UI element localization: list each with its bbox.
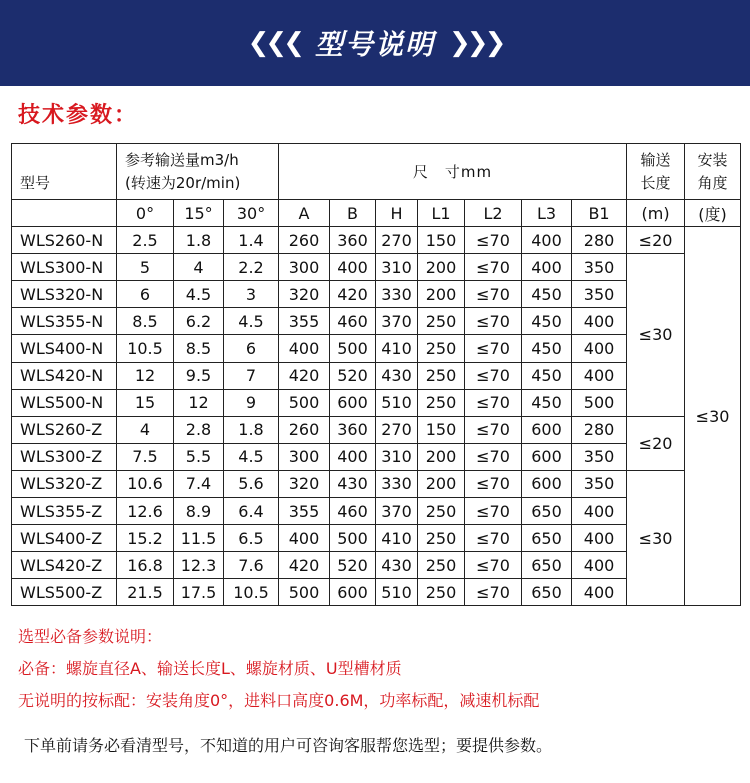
cell-B: 420: [330, 281, 376, 308]
cell-A: 260: [279, 227, 330, 254]
cell-f0: 21.5: [117, 579, 174, 606]
notes-title: 选型必备参数说明：: [18, 627, 163, 646]
cell-L3: 450: [522, 362, 572, 389]
header-length-line2: 长度: [640, 173, 671, 192]
cell-f0: 10.5: [117, 335, 174, 362]
cell-L1: 200: [418, 254, 465, 281]
notes-required: 必备：螺旋直径A、输送长度L、螺旋材质、U型槽材质: [18, 659, 402, 678]
subheader-H: H: [376, 200, 418, 227]
subheader-angle-0: 0°: [117, 200, 174, 227]
cell-f15: 8.5: [174, 335, 224, 362]
cell-model: WLS300-Z: [12, 443, 117, 470]
cell-f0: 12: [117, 362, 174, 389]
cell-f30: 7: [224, 362, 279, 389]
subheader-A: A: [279, 200, 330, 227]
table-row: [12, 227, 741, 254]
cell-L2: ≤70: [465, 389, 522, 416]
cell-f15: 12: [174, 389, 224, 416]
cell-B: 520: [330, 362, 376, 389]
cell-L3: 650: [522, 525, 572, 552]
cell-f0: 15: [117, 389, 174, 416]
header-dimensions: 尺 寸mm: [279, 144, 627, 200]
notes-default: 无说明的按标配：安装角度0°，进料口高度0.6M，功率标配，减速机标配: [18, 691, 540, 710]
cell-L1: 200: [418, 470, 465, 497]
cell-A: 420: [279, 362, 330, 389]
cell-L1: 250: [418, 389, 465, 416]
table-row: [12, 470, 741, 497]
cell-A: 320: [279, 470, 330, 497]
cell-f0: 10.6: [117, 470, 174, 497]
cell-L3: 450: [522, 389, 572, 416]
cell-L3: 400: [522, 254, 572, 281]
cell-model: WLS420-N: [12, 362, 117, 389]
cell-A: 400: [279, 335, 330, 362]
cell-H: 410: [376, 525, 418, 552]
cell-f15: 12.3: [174, 552, 224, 579]
header-model: 型号: [12, 144, 117, 200]
cell-B1: 400: [572, 525, 627, 552]
cell-B: 400: [330, 443, 376, 470]
cell-B: 600: [330, 579, 376, 606]
cell-H: 270: [376, 227, 418, 254]
cell-length-group: ≤20: [627, 416, 685, 470]
cell-B1: 400: [572, 362, 627, 389]
cell-L2: ≤70: [465, 416, 522, 443]
cell-L1: 250: [418, 579, 465, 606]
subheader-L3: L3: [522, 200, 572, 227]
cell-L3: 450: [522, 308, 572, 335]
cell-f15: 4.5: [174, 281, 224, 308]
cell-L2: ≤70: [465, 227, 522, 254]
subheader-model-blank: [12, 200, 117, 227]
subheader-B1: B1: [572, 200, 627, 227]
chevrons-left-icon: ❮❮❮: [247, 28, 301, 58]
cell-A: 500: [279, 389, 330, 416]
cell-L3: 600: [522, 470, 572, 497]
cell-B1: 350: [572, 254, 627, 281]
cell-f15: 4: [174, 254, 224, 281]
cell-A: 355: [279, 308, 330, 335]
cell-f15: 7.4: [174, 470, 224, 497]
cell-f0: 12.6: [117, 498, 174, 525]
cell-model: WLS320-Z: [12, 470, 117, 497]
cell-A: 300: [279, 443, 330, 470]
cell-B1: 400: [572, 552, 627, 579]
cell-A: 260: [279, 416, 330, 443]
table-header-row: [12, 144, 741, 200]
cell-f0: 7.5: [117, 443, 174, 470]
subheader-angle-unit: (度): [685, 200, 741, 227]
cell-model: WLS400-N: [12, 335, 117, 362]
cell-L2: ≤70: [465, 362, 522, 389]
cell-B: 360: [330, 227, 376, 254]
cell-model: WLS260-N: [12, 227, 117, 254]
cell-model: WLS500-Z: [12, 579, 117, 606]
cell-L2: ≤70: [465, 308, 522, 335]
footer-note: 下单前请务必看清型号，不知道的用户可咨询客服帮您选型；要提供参数。: [24, 736, 553, 755]
cell-f15: 11.5: [174, 525, 224, 552]
cell-H: 410: [376, 335, 418, 362]
cell-H: 270: [376, 416, 418, 443]
cell-length-group: ≤30: [627, 470, 685, 605]
cell-L1: 150: [418, 227, 465, 254]
cell-f0: 16.8: [117, 552, 174, 579]
cell-B1: 350: [572, 470, 627, 497]
cell-H: 430: [376, 362, 418, 389]
cell-f30: 1.8: [224, 416, 279, 443]
cell-A: 320: [279, 281, 330, 308]
cell-B1: 400: [572, 335, 627, 362]
cell-model: WLS320-N: [12, 281, 117, 308]
cell-angle: ≤30: [685, 227, 741, 606]
table-row: [12, 416, 741, 443]
cell-H: 510: [376, 389, 418, 416]
cell-B1: 350: [572, 443, 627, 470]
cell-B: 500: [330, 335, 376, 362]
cell-H: 330: [376, 470, 418, 497]
cell-H: 510: [376, 579, 418, 606]
cell-f30: 4.5: [224, 443, 279, 470]
cell-A: 420: [279, 552, 330, 579]
cell-f0: 2.5: [117, 227, 174, 254]
section-title: 技术参数：: [18, 103, 139, 128]
cell-L1: 200: [418, 443, 465, 470]
cell-L3: 600: [522, 443, 572, 470]
cell-f30: 6: [224, 335, 279, 362]
header-flow: [117, 144, 279, 200]
cell-H: 310: [376, 254, 418, 281]
subheader-L1: L1: [418, 200, 465, 227]
cell-f15: 9.5: [174, 362, 224, 389]
cell-B1: 350: [572, 281, 627, 308]
cell-B1: 400: [572, 579, 627, 606]
cell-B1: 400: [572, 498, 627, 525]
header-banner: [0, 0, 750, 86]
cell-f0: 4: [117, 416, 174, 443]
cell-length-group: ≤30: [627, 254, 685, 417]
cell-B: 460: [330, 308, 376, 335]
header-angle: [685, 144, 741, 200]
cell-f30: 6.5: [224, 525, 279, 552]
cell-B: 520: [330, 552, 376, 579]
cell-A: 500: [279, 579, 330, 606]
cell-model: WLS300-N: [12, 254, 117, 281]
cell-f15: 17.5: [174, 579, 224, 606]
cell-f30: 10.5: [224, 579, 279, 606]
cell-H: 370: [376, 308, 418, 335]
header-length: [627, 144, 685, 200]
cell-L3: 650: [522, 552, 572, 579]
cell-B1: 400: [572, 308, 627, 335]
cell-L2: ≤70: [465, 470, 522, 497]
subheader-B: B: [330, 200, 376, 227]
cell-B: 600: [330, 389, 376, 416]
cell-model: WLS355-N: [12, 308, 117, 335]
cell-L2: ≤70: [465, 443, 522, 470]
table-body: [12, 227, 741, 606]
cell-L2: ≤70: [465, 335, 522, 362]
cell-L1: 200: [418, 281, 465, 308]
cell-L3: 650: [522, 579, 572, 606]
cell-B: 460: [330, 498, 376, 525]
cell-f30: 2.2: [224, 254, 279, 281]
cell-model: WLS355-Z: [12, 498, 117, 525]
cell-f30: 3: [224, 281, 279, 308]
cell-f30: 1.4: [224, 227, 279, 254]
table-row: [12, 254, 741, 281]
chevrons-right-icon: ❯❯❯: [449, 28, 503, 58]
cell-A: 300: [279, 254, 330, 281]
cell-f30: 6.4: [224, 498, 279, 525]
cell-f0: 6: [117, 281, 174, 308]
cell-L3: 450: [522, 281, 572, 308]
cell-L1: 250: [418, 552, 465, 579]
header-flow-line1: 参考输送量m3/h: [125, 150, 239, 169]
subheader-length-unit: (m): [627, 200, 685, 227]
cell-B: 500: [330, 525, 376, 552]
cell-f15: 2.8: [174, 416, 224, 443]
subheader-angle-15: 15°: [174, 200, 224, 227]
header-angle-line1: 安装: [697, 150, 728, 169]
cell-L2: ≤70: [465, 254, 522, 281]
cell-f0: 15.2: [117, 525, 174, 552]
cell-f15: 6.2: [174, 308, 224, 335]
cell-f0: 8.5: [117, 308, 174, 335]
cell-L3: 450: [522, 335, 572, 362]
cell-L1: 250: [418, 525, 465, 552]
cell-model: WLS500-N: [12, 389, 117, 416]
subheader-L2: L2: [465, 200, 522, 227]
header-angle-line2: 角度: [697, 173, 728, 192]
header-length-line1: 输送: [640, 150, 671, 169]
cell-H: 430: [376, 552, 418, 579]
header-flow-line2: (转速为20r/min): [125, 173, 241, 192]
subheader-angle-30: 30°: [224, 200, 279, 227]
cell-model: WLS260-Z: [12, 416, 117, 443]
cell-L2: ≤70: [465, 579, 522, 606]
cell-f15: 5.5: [174, 443, 224, 470]
cell-L2: ≤70: [465, 498, 522, 525]
cell-f30: 4.5: [224, 308, 279, 335]
spec-table: [11, 143, 741, 606]
cell-f0: 5: [117, 254, 174, 281]
cell-model: WLS400-Z: [12, 525, 117, 552]
cell-H: 310: [376, 443, 418, 470]
cell-L1: 250: [418, 308, 465, 335]
cell-f15: 1.8: [174, 227, 224, 254]
cell-H: 370: [376, 498, 418, 525]
cell-L1: 250: [418, 498, 465, 525]
cell-f30: 7.6: [224, 552, 279, 579]
cell-L1: 250: [418, 335, 465, 362]
cell-model: WLS420-Z: [12, 552, 117, 579]
cell-length-group: ≤20: [627, 227, 685, 254]
cell-L3: 400: [522, 227, 572, 254]
cell-B1: 280: [572, 416, 627, 443]
cell-L2: ≤70: [465, 525, 522, 552]
banner-title: 型号说明: [314, 28, 435, 61]
cell-L3: 650: [522, 498, 572, 525]
table-subheader-row: [12, 200, 741, 227]
cell-B1: 280: [572, 227, 627, 254]
cell-f30: 9: [224, 389, 279, 416]
cell-L3: 600: [522, 416, 572, 443]
cell-A: 355: [279, 498, 330, 525]
cell-A: 400: [279, 525, 330, 552]
cell-B: 430: [330, 470, 376, 497]
cell-L2: ≤70: [465, 281, 522, 308]
cell-H: 330: [376, 281, 418, 308]
cell-B: 400: [330, 254, 376, 281]
cell-f30: 5.6: [224, 470, 279, 497]
cell-L2: ≤70: [465, 552, 522, 579]
cell-L1: 250: [418, 362, 465, 389]
cell-f15: 8.9: [174, 498, 224, 525]
cell-B1: 500: [572, 389, 627, 416]
cell-L1: 150: [418, 416, 465, 443]
cell-B: 360: [330, 416, 376, 443]
